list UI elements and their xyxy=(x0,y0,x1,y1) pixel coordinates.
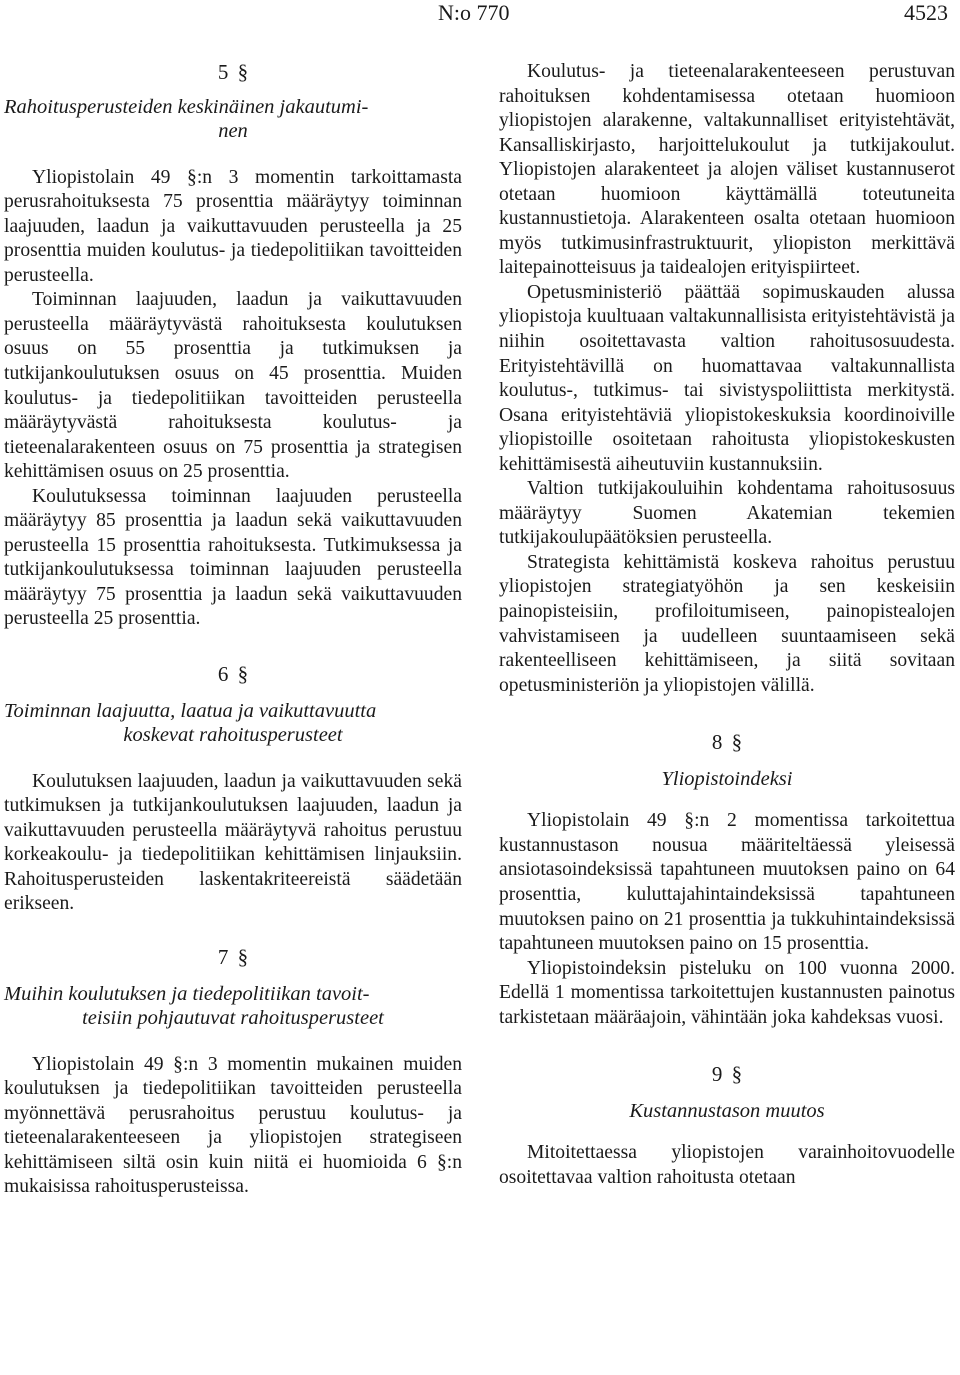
paragraph: Opetusministeriö päättää sopimuskauden alussa yliopistoja kuultuaan valtakunnallisista erityistehtävistä ja niihin osoitettavasta valtion rahoitusosuudesta. Erityistehtävillä on huomattavaa valtakunnallista koulutus-, tutkimus- tai sivistyspoliittista merkitystä. Osana erityistehtäviä yliopistokeskuksia koordinoiville yliopistoille osoitetaan rahoitusta yliopistokeskusten kehittämisestä aiheutuviin kustannuksiin. xyxy=(499,281,955,475)
section-8-title: Yliopistoindeksi xyxy=(661,767,793,790)
paragraph: Yliopistoindeksin pisteluku on 100 vuonna 2000. Edellä 1 momentissa tarkoitettujen kustannusten painotus tarkistetaan määräajoin, vähintään joka kahdeksas vuosi. xyxy=(499,957,955,1028)
title-line: teisiin pohjautuvat rahoitusperusteet xyxy=(82,1007,384,1030)
section-number: 5 xyxy=(217,60,229,84)
title-line: Rahoitusperusteiden keskinäinen jakautumi- xyxy=(4,95,369,118)
section-symbol: § xyxy=(731,1062,743,1087)
section-symbol: § xyxy=(237,662,249,687)
section-8-heading xyxy=(499,730,955,755)
statute-number: N:o 770 xyxy=(438,0,510,25)
title-line: Toiminnan laajuutta, laatua ja vaikuttavuutta xyxy=(4,699,377,722)
section-number: 8 xyxy=(711,730,723,755)
section-7-heading xyxy=(4,945,462,970)
paragraph: Mitoitettaessa yliopistojen varainhoitovuodelle osoitettavaa valtion rahoitusta otetaan xyxy=(499,1142,955,1188)
left-column xyxy=(4,60,462,1200)
page-header xyxy=(0,0,960,30)
paragraph: Valtion tutkijakouluihin kohdentama rahoitusosuus määräytyy Suomen Akatemian tekemien tutkijakoulupäätöksien perusteella. xyxy=(499,478,955,549)
section-9-heading xyxy=(499,1062,955,1087)
paragraph: Yliopistolain 49 §:n 3 momentin tarkoittamasta perusrahoituksesta 75 prosenttia määräytyy toiminnan laajuuden, laadun ja vaikuttavuuden perusteella ja 25 prosenttia muiden koulutus- ja tiedepolitiikan tavoitteiden perusteella. xyxy=(4,166,462,286)
section-number: 7 xyxy=(217,944,229,969)
section-number: 9 xyxy=(711,1062,723,1087)
paragraph: Koulutuksessa toiminnan laajuuden perusteella määräytyy 85 prosenttia ja laadun sekä vaikuttavuuden perusteella 15 prosenttia rahoituksesta. Tutkimuksessa ja tutkijankoulutuksessa toiminnan laajuuden perusteella määräytyy 75 prosenttia ja laadun sekä vaikuttavuuden perusteella 25 prosenttia. xyxy=(4,485,462,630)
section-9-title: Kustannustason muutos xyxy=(629,1099,825,1122)
title-line: Muihin koulutuksen ja tiedepolitiikan tavoit- xyxy=(4,982,370,1005)
paragraph: Toiminnan laajuuden, laadun ja vaikuttavuuden perusteella määräytyvästä rahoituksesta koulutuksen osuus on 55 prosenttia ja tutkimuksen ja tutkijankoulutuksen osuus on 45 prosenttia. Muiden koulutus- ja tiedepolitiikan tavoitteiden perusteella määräytyvästä rahoituksesta koulutus- ja tieteenalarakenteen osuus on 75 prosenttia ja strategisen kehittämisen osuus on 25 prosenttia. xyxy=(4,289,462,483)
right-column xyxy=(499,60,955,1190)
section-6-title xyxy=(4,699,462,748)
title-line: nen xyxy=(218,120,248,143)
paragraph: Koulutuksen laajuuden, laadun ja vaikuttavuuden sekä tutkimuksen ja tutkijankoulutuksen laajuuden, laadun ja vaikuttavuuden perusteella määräytyvä rahoitus perustuu korkeakoulu- ja tiedepolitiikan kehittämisen linjauksiin. Rahoitusperusteiden laskentakriteereistä säädetään erikseen. xyxy=(4,770,462,915)
section-number: 6 xyxy=(217,662,229,687)
paragraph: Yliopistolain 49 §:n 3 momentin mukainen muiden koulutuksen ja tiedepolitiikan tavoitteiden perusteella myönnettävä perusrahoitus perustuu koulutus- ja tieteenalarakenteeseen ja yliopistojen strategiseen kehittämiseen siltä osin kuin niitä ei huomioida 6 §:n mukaisissa rahoitusperusteissa. xyxy=(4,1053,462,1198)
section-5-heading xyxy=(4,60,462,85)
section-symbol: § xyxy=(237,944,249,969)
paragraph: Yliopistolain 49 §:n 2 momentissa tarkoitettua kustannustason nousua määriteltäessä yleisessä ansiotasoindeksissä tapahtuneen muutoksen paino on 64 prosenttia, kuluttajahintaindeksissä tapahtuneen muutoksen paino on 21 prosenttia ja tukkuhintaindeksissä tapahtuneen muutoksen paino on 15 prosenttia. xyxy=(499,810,955,955)
paragraph: Koulutus- ja tieteenalarakenteeseen perustuvan rahoituksen kohdentamisessa otetaan huomioon yliopistojen alarakenne, valtakunnalliset erityistehtävät, Kansalliskirjasto, harjoittelukoulut ja tutkijakoulut. Yliopistojen alarakenteet ja alojen väliset kustannuserot otetaan huomioon käyttämällä toteutuneita kustannustietoja. Alarakenteen osalta otetaan huomioon myös tutkimusinfrastruktuurit, yliopiston merkittävä laitepainotteisuus ja taidealojen erityispiirteet. xyxy=(499,61,955,279)
section-5-title xyxy=(4,95,462,144)
section-symbol: § xyxy=(237,60,249,84)
section-symbol: § xyxy=(731,730,743,755)
page-number: 4523 xyxy=(904,0,948,25)
section-7-title xyxy=(4,982,462,1031)
title-line: koskevat rahoitusperusteet xyxy=(123,724,343,747)
section-6-heading xyxy=(4,662,462,687)
paragraph: Strategista kehittämistä koskeva rahoitus perustuu yliopistojen strategiatyöhön ja sen keskeisiin painopisteisiin, profiloitumiseen, painopistealojen vahvistamiseen ja uudelleen suuntaamiseen sekä rakenteelliseen kehittämiseen, ja siitä sovitaan opetusministeriön ja yliopistojen välillä. xyxy=(499,551,955,696)
